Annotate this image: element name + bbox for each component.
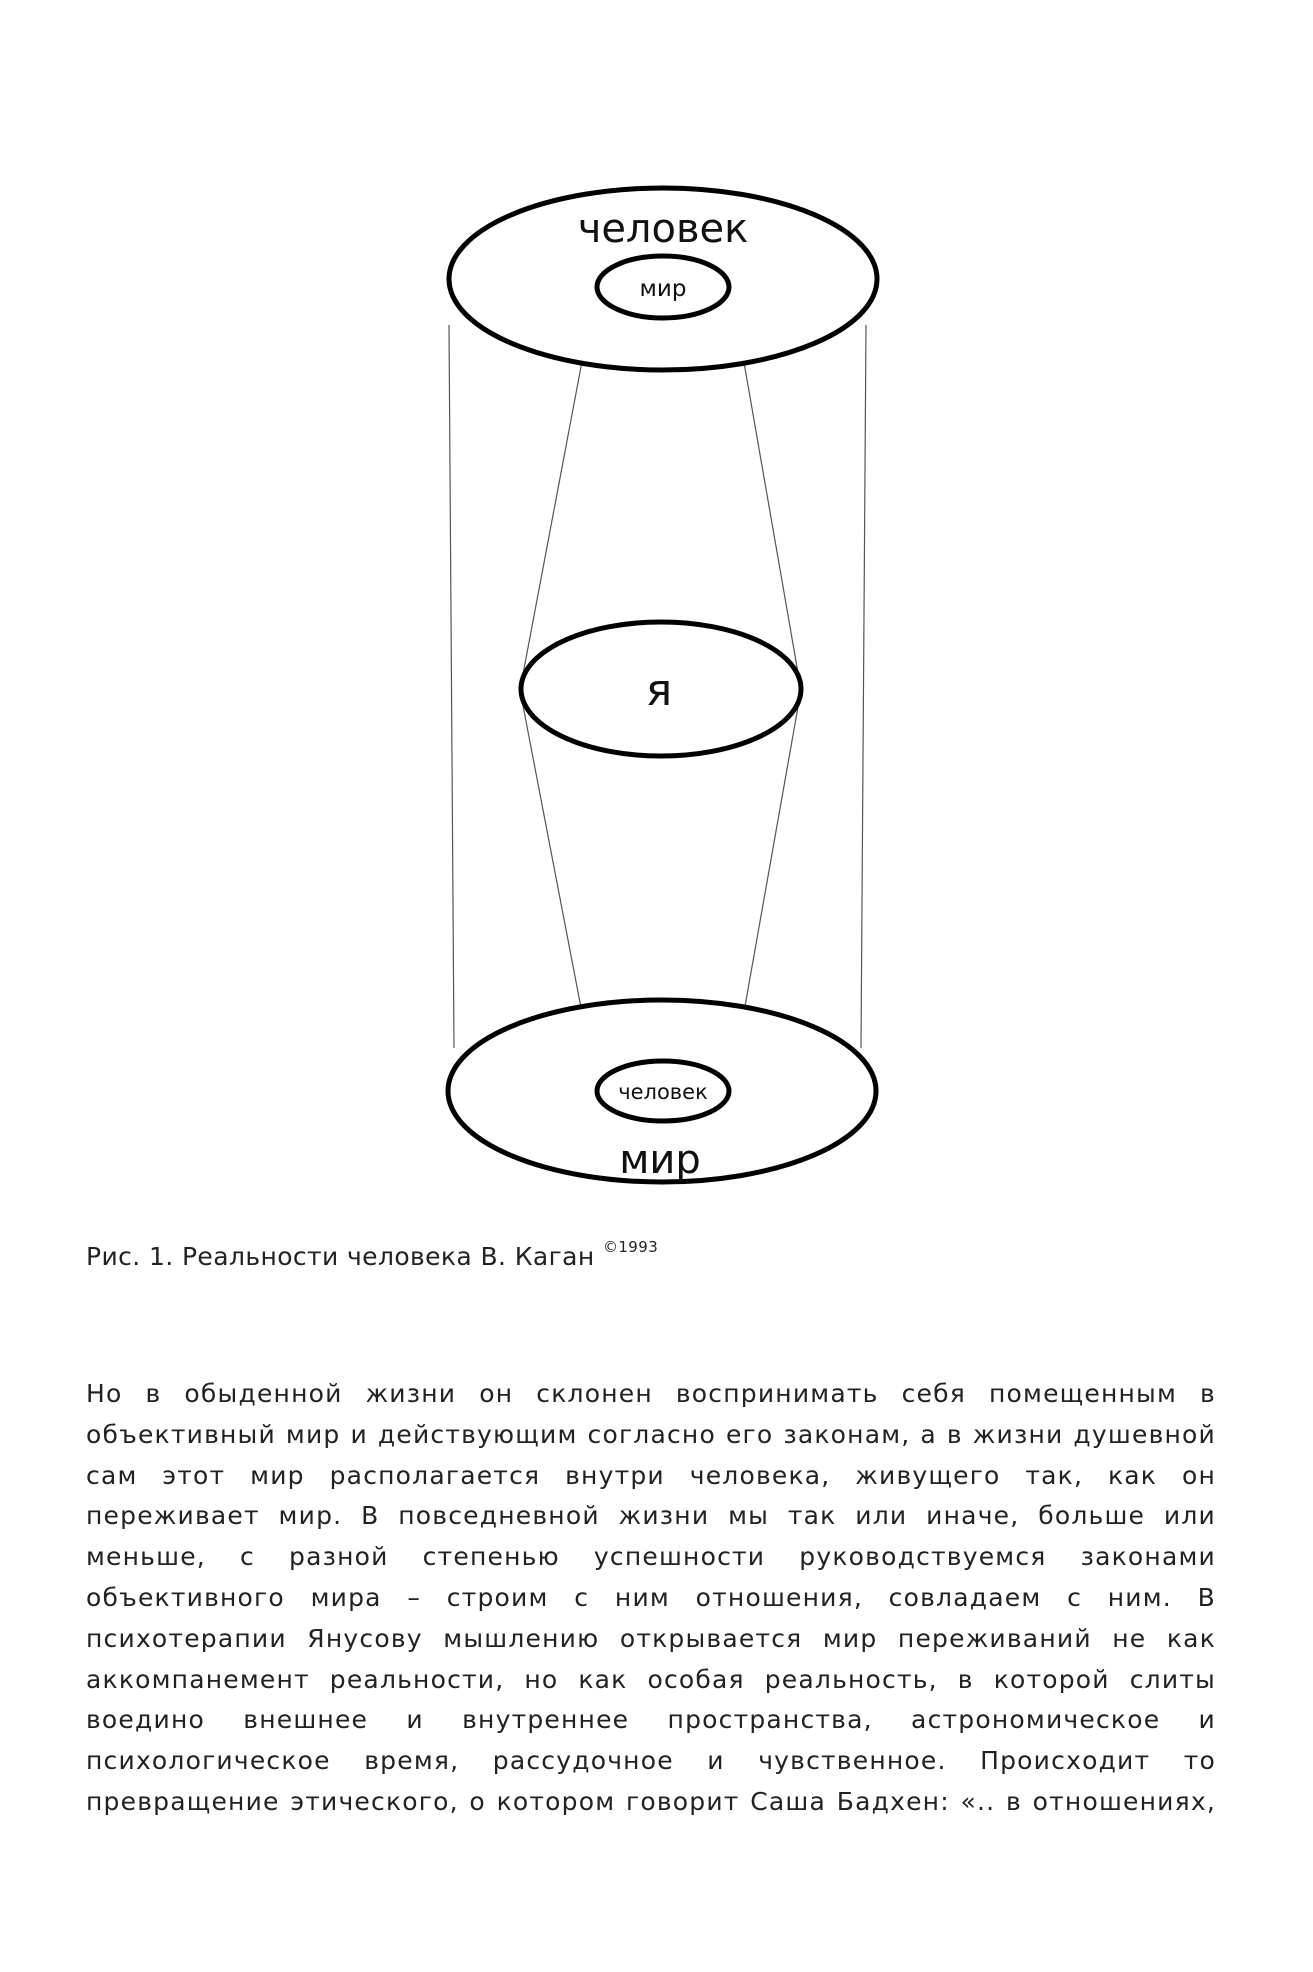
bottom-inner-label: человек — [618, 1080, 708, 1104]
top-outer-label: человек — [577, 206, 749, 252]
paragraph-line: превращение этического, о котором говорит Саша Бадхен: «.. в отношениях, — [86, 1786, 1216, 1816]
figure-caption — [86, 1237, 659, 1274]
connector-line — [861, 325, 866, 1048]
paragraph-line: объективный мир и действующим согласно его законам, а в жизни душевной — [86, 1419, 1216, 1449]
paragraph-line: Но в обыденной жизни он склонен воспринимать себя помещенным в — [86, 1379, 1216, 1408]
bottom-outer-label: мир — [619, 1137, 701, 1183]
paragraph-line: психологическое время, рассудочное и чувственное. Происходит то — [86, 1746, 1216, 1776]
paragraph-line: сам этот мир располагается внутри человека, живущего так, как он — [86, 1460, 1216, 1490]
paragraph-line: переживает мир. В повседневной жизни мы так или иначе, больше или — [86, 1501, 1216, 1531]
paragraph-line: психотерапии Янусову мышлению открывается мир переживаний не как — [86, 1623, 1216, 1653]
paragraph-line: меньше, с разной степенью успешности руководствуемся законами — [86, 1542, 1216, 1572]
paragraph-line: объективного мира – строим с ним отношения, совладаем с ним. В — [86, 1582, 1216, 1612]
connector-line — [449, 325, 454, 1048]
top-inner-label: мир — [639, 276, 687, 302]
body-paragraph — [86, 1374, 1216, 1823]
paragraph-line: воедино внешнее и внутреннее пространства, астрономическое и — [86, 1705, 1216, 1735]
middle-label: я — [645, 665, 673, 716]
paragraph-line: аккомпанемент реальности, но как особая реальность, в которой слиты — [86, 1664, 1216, 1694]
caption-text: Рис. 1. Реальности человека В. Каган — [86, 1242, 603, 1271]
caption-copyright: ©1993 — [602, 1237, 659, 1256]
